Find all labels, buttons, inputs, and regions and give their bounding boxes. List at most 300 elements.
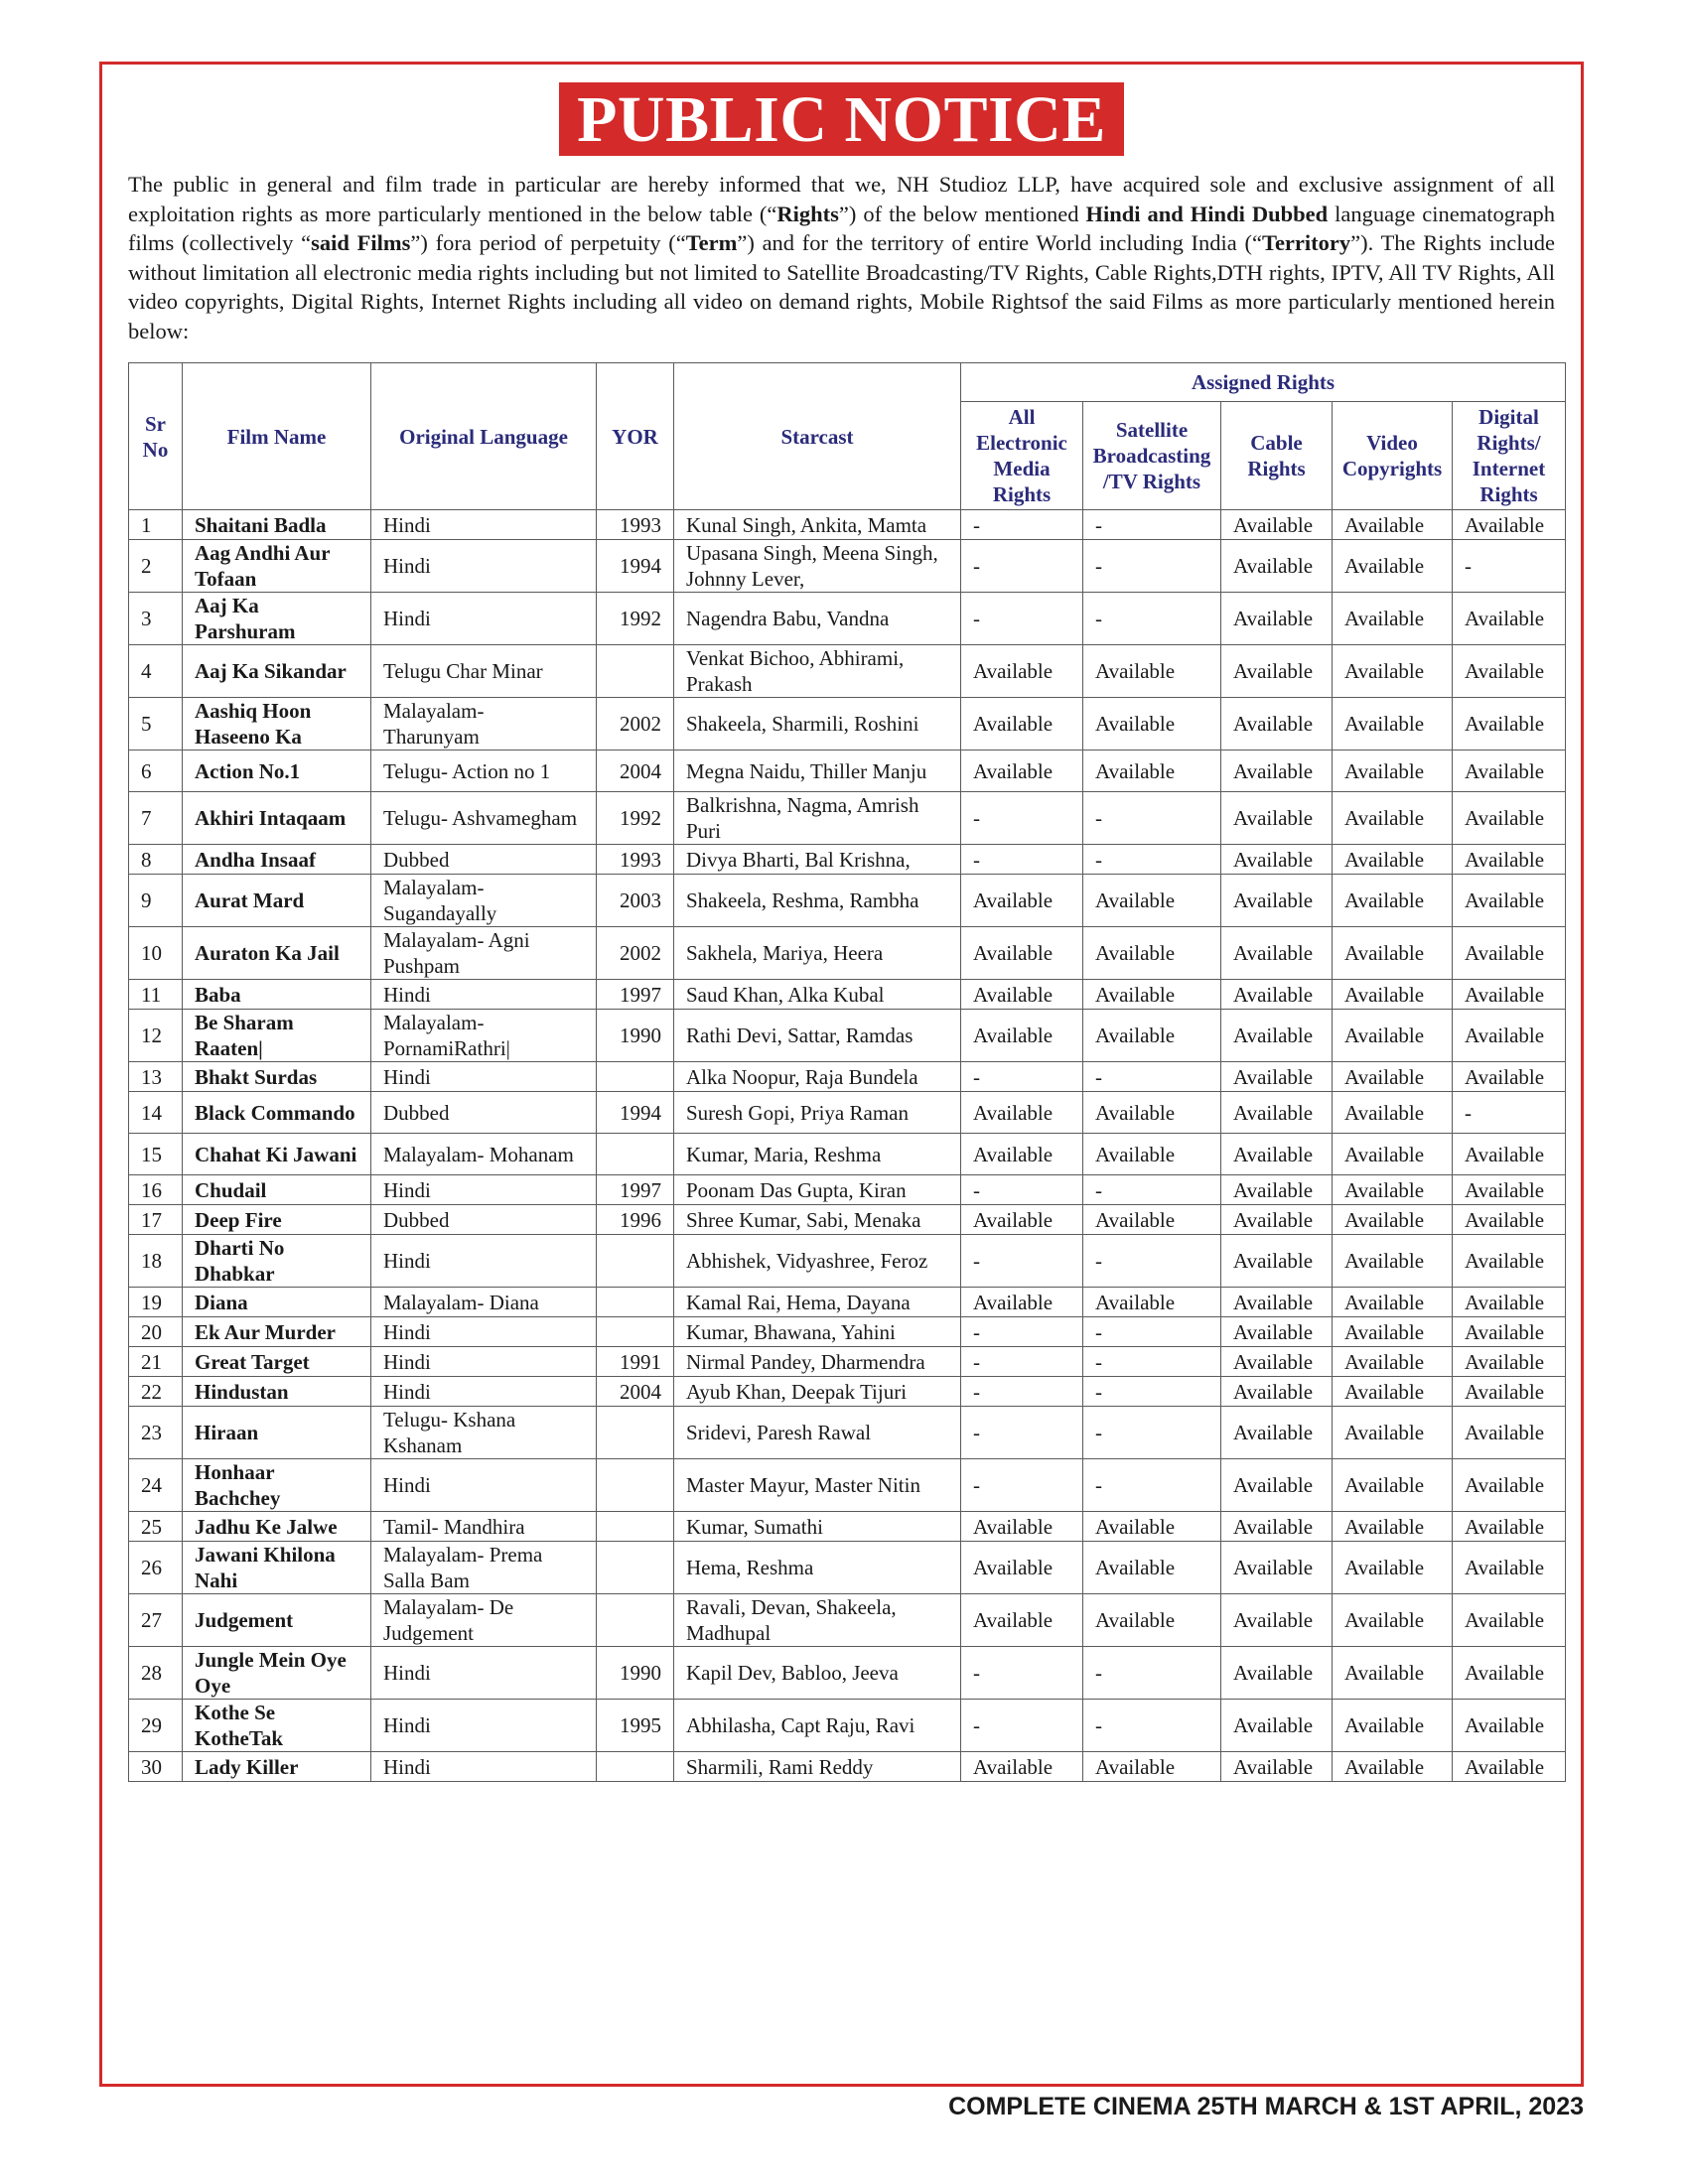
rights-cell: - xyxy=(1083,1347,1221,1377)
rights-cell: Available xyxy=(1221,510,1333,540)
film-name-cell: Auraton Ka Jail xyxy=(183,927,371,980)
yor-cell: 2002 xyxy=(597,698,674,751)
yor-cell xyxy=(597,1317,674,1347)
film-name-cell: Bhakt Surdas xyxy=(183,1062,371,1092)
starcast-cell: Kumar, Bhawana, Yahini xyxy=(674,1317,961,1347)
table-row xyxy=(129,792,1566,845)
starcast-cell: Nagendra Babu, Vandna xyxy=(674,593,961,645)
film-name-cell: Black Commando xyxy=(183,1092,371,1134)
header-original-language: Original Language xyxy=(371,363,597,510)
rights-cell: Available xyxy=(1333,1512,1453,1542)
rights-cell: Available xyxy=(1083,1752,1221,1782)
table-row xyxy=(129,980,1566,1010)
rights-cell: Available xyxy=(1333,1134,1453,1175)
rights-cell: Available xyxy=(1221,1205,1333,1235)
rights-cell: - xyxy=(961,1459,1083,1512)
language-cell: Hindi xyxy=(371,1752,597,1782)
language-cell: Hindi xyxy=(371,1235,597,1288)
starcast-cell: Ayub Khan, Deepak Tijuri xyxy=(674,1377,961,1407)
sr-cell: 7 xyxy=(129,792,183,845)
rights-cell: Available xyxy=(1333,980,1453,1010)
sr-cell: 24 xyxy=(129,1459,183,1512)
starcast-cell: Kapil Dev, Babloo, Jeeva xyxy=(674,1647,961,1700)
yor-cell xyxy=(597,1235,674,1288)
film-name-cell: Honhaar Bachchey xyxy=(183,1459,371,1512)
rights-cell: Available xyxy=(1083,645,1221,698)
table-row xyxy=(129,875,1566,927)
table-row xyxy=(129,510,1566,540)
rights-cell: Available xyxy=(1453,1205,1566,1235)
rights-cell: - xyxy=(1083,1235,1221,1288)
intro-text: The public in general and film trade in particular are hereby informed that we, NH Studioz LLP, have acquired sole and exclusive assignment of all exploitation rights as more particularly mentioned in the below table (“ xyxy=(128,172,1555,226)
sr-cell: 5 xyxy=(129,698,183,751)
intro-text: ”) and for the territory of entire World including India (“ xyxy=(737,230,1262,255)
language-cell: Hindi xyxy=(371,1700,597,1752)
header-all-electronic-media-rights: All Electronic Media Rights xyxy=(961,402,1083,510)
rights-cell: Available xyxy=(961,1205,1083,1235)
table-row xyxy=(129,1700,1566,1752)
rights-cell: Available xyxy=(1453,510,1566,540)
rights-cell: Available xyxy=(1333,1700,1453,1752)
rights-cell: Available xyxy=(1453,1134,1566,1175)
rights-cell: Available xyxy=(1333,1594,1453,1647)
starcast-cell: Alka Noopur, Raja Bundela xyxy=(674,1062,961,1092)
header-yor: YOR xyxy=(597,363,674,510)
rights-cell: - xyxy=(1083,1459,1221,1512)
sr-cell: 11 xyxy=(129,980,183,1010)
rights-cell: Available xyxy=(961,751,1083,792)
rights-cell: Available xyxy=(1453,927,1566,980)
rights-cell: Available xyxy=(1083,698,1221,751)
intro-text: ”). The Rights include without limitation all electronic media rights including but not limited to Satellite Broadcasting/TV Rights, Cable Rights,DTH rights, IPTV, All TV Rights, All video copyrights, Digital Rights, Internet Rights including all video on demand rights, Mobile Rightsof the said Films as more particularly mentioned herein below: xyxy=(128,230,1556,343)
rights-cell: Available xyxy=(1221,1512,1333,1542)
rights-cell: Available xyxy=(1221,698,1333,751)
rights-cell: - xyxy=(961,845,1083,875)
rights-cell: - xyxy=(961,1317,1083,1347)
sr-cell: 9 xyxy=(129,875,183,927)
sr-cell: 17 xyxy=(129,1205,183,1235)
rights-cell: Available xyxy=(1333,1092,1453,1134)
notice-title: PUBLIC NOTICE xyxy=(559,82,1124,156)
language-cell: Hindi xyxy=(371,1459,597,1512)
language-cell: Hindi xyxy=(371,1317,597,1347)
rights-cell: - xyxy=(961,1647,1083,1700)
language-cell: Hindi xyxy=(371,1347,597,1377)
language-cell: Malayalam- Diana xyxy=(371,1288,597,1317)
film-name-cell: Aurat Mard xyxy=(183,875,371,927)
rights-cell: Available xyxy=(1333,1752,1453,1782)
table-row xyxy=(129,1288,1566,1317)
header-sr-no: Sr No xyxy=(129,363,183,510)
rights-cell: Available xyxy=(1333,1542,1453,1594)
rights-cell: Available xyxy=(1083,1594,1221,1647)
table-row xyxy=(129,540,1566,593)
rights-cell: Available xyxy=(961,1092,1083,1134)
rights-cell: Available xyxy=(1453,1377,1566,1407)
rights-cell: Available xyxy=(1333,510,1453,540)
rights-cell: Available xyxy=(1221,751,1333,792)
rights-cell: Available xyxy=(961,1288,1083,1317)
header-assigned-rights: Assigned Rights xyxy=(961,363,1566,402)
rights-cell: Available xyxy=(1333,698,1453,751)
rights-cell: Available xyxy=(1083,1288,1221,1317)
rights-cell: Available xyxy=(1083,980,1221,1010)
rights-cell: Available xyxy=(961,645,1083,698)
intro-bold-term: Territory xyxy=(1262,230,1351,255)
sr-cell: 28 xyxy=(129,1647,183,1700)
rights-cell: - xyxy=(1083,1407,1221,1459)
rights-cell: Available xyxy=(1453,698,1566,751)
film-name-cell: Diana xyxy=(183,1288,371,1317)
rights-cell: - xyxy=(1083,1175,1221,1205)
sr-cell: 15 xyxy=(129,1134,183,1175)
intro-bold-term: Hindi and Hindi Dubbed xyxy=(1085,201,1329,226)
rights-cell: Available xyxy=(1221,1700,1333,1752)
starcast-cell: Saud Khan, Alka Kubal xyxy=(674,980,961,1010)
table-row xyxy=(129,1647,1566,1700)
rights-cell: Available xyxy=(1333,1235,1453,1288)
rights-cell: Available xyxy=(1333,792,1453,845)
rights-cell: Available xyxy=(1453,1235,1566,1288)
starcast-cell: Shakeela, Sharmili, Roshini xyxy=(674,698,961,751)
rights-cell: - xyxy=(1453,540,1566,593)
film-name-cell: Shaitani Badla xyxy=(183,510,371,540)
sr-cell: 25 xyxy=(129,1512,183,1542)
rights-cell: Available xyxy=(1221,645,1333,698)
rights-cell: Available xyxy=(1221,1594,1333,1647)
yor-cell: 1996 xyxy=(597,1205,674,1235)
rights-cell: Available xyxy=(1333,845,1453,875)
sr-cell: 21 xyxy=(129,1347,183,1377)
yor-cell: 1995 xyxy=(597,1700,674,1752)
table-row xyxy=(129,1062,1566,1092)
table-row xyxy=(129,1235,1566,1288)
rights-cell: Available xyxy=(961,1594,1083,1647)
sr-cell: 20 xyxy=(129,1317,183,1347)
language-cell: Malayalam- Prema Salla Bam xyxy=(371,1542,597,1594)
rights-cell: Available xyxy=(961,980,1083,1010)
table-row xyxy=(129,1134,1566,1175)
sr-cell: 3 xyxy=(129,593,183,645)
rights-cell: Available xyxy=(1453,1175,1566,1205)
rights-cell: Available xyxy=(1453,1317,1566,1347)
table-row xyxy=(129,751,1566,792)
rights-cell: Available xyxy=(1333,645,1453,698)
rights-cell: Available xyxy=(1333,927,1453,980)
rights-cell: Available xyxy=(1221,1542,1333,1594)
starcast-cell: Kunal Singh, Ankita, Mamta xyxy=(674,510,961,540)
table-row xyxy=(129,1010,1566,1062)
table-row xyxy=(129,1205,1566,1235)
starcast-cell: Poonam Das Gupta, Kiran xyxy=(674,1175,961,1205)
starcast-cell: Sharmili, Rami Reddy xyxy=(674,1752,961,1782)
intro-text: ”) fora period of perpetuity (“ xyxy=(410,230,686,255)
starcast-cell: Kamal Rai, Hema, Dayana xyxy=(674,1288,961,1317)
starcast-cell: Megna Naidu, Thiller Manju xyxy=(674,751,961,792)
yor-cell: 2002 xyxy=(597,927,674,980)
rights-cell: Available xyxy=(1083,875,1221,927)
yor-cell: 1990 xyxy=(597,1647,674,1700)
rights-cell: - xyxy=(1083,1317,1221,1347)
yor-cell: 2003 xyxy=(597,875,674,927)
rights-cell: - xyxy=(961,510,1083,540)
sr-cell: 8 xyxy=(129,845,183,875)
rights-cell: - xyxy=(1083,593,1221,645)
film-name-cell: Action No.1 xyxy=(183,751,371,792)
film-name-cell: Aag Andhi Aur Tofaan xyxy=(183,540,371,593)
rights-cell: - xyxy=(961,1377,1083,1407)
sr-cell: 1 xyxy=(129,510,183,540)
yor-cell: 2004 xyxy=(597,1377,674,1407)
notice-frame xyxy=(99,62,1584,2087)
sr-cell: 4 xyxy=(129,645,183,698)
starcast-cell: Kumar, Maria, Reshma xyxy=(674,1134,961,1175)
film-name-cell: Hindustan xyxy=(183,1377,371,1407)
rights-cell: Available xyxy=(961,1542,1083,1594)
rights-cell: Available xyxy=(1453,1542,1566,1594)
rights-cell: Available xyxy=(1453,1407,1566,1459)
header-satellite-tv-rights: Satellite Broadcasting /TV Rights xyxy=(1083,402,1221,510)
rights-cell: Available xyxy=(1083,1205,1221,1235)
rights-cell: Available xyxy=(1453,792,1566,845)
rights-cell: Available xyxy=(961,1010,1083,1062)
rights-cell: Available xyxy=(1083,927,1221,980)
starcast-cell: Shree Kumar, Sabi, Menaka xyxy=(674,1205,961,1235)
film-name-cell: Judgement xyxy=(183,1594,371,1647)
rights-cell: Available xyxy=(1221,1235,1333,1288)
rights-cell: - xyxy=(1453,1092,1566,1134)
yor-cell xyxy=(597,1594,674,1647)
sr-cell: 6 xyxy=(129,751,183,792)
rights-cell: Available xyxy=(1453,1347,1566,1377)
rights-cell: Available xyxy=(1083,1134,1221,1175)
rights-cell: Available xyxy=(1221,927,1333,980)
rights-cell: Available xyxy=(1333,1317,1453,1347)
film-name-cell: Deep Fire xyxy=(183,1205,371,1235)
film-name-cell: Aaj Ka Parshuram xyxy=(183,593,371,645)
language-cell: Hindi xyxy=(371,593,597,645)
rights-cell: Available xyxy=(1453,980,1566,1010)
yor-cell xyxy=(597,1407,674,1459)
rights-cell: Available xyxy=(1333,1288,1453,1317)
rights-cell: Available xyxy=(1453,1288,1566,1317)
yor-cell xyxy=(597,645,674,698)
yor-cell: 1997 xyxy=(597,980,674,1010)
rights-cell: Available xyxy=(1453,1752,1566,1782)
rights-cell: - xyxy=(961,1407,1083,1459)
language-cell: Malayalam- Tharunyam xyxy=(371,698,597,751)
rights-cell: Available xyxy=(1221,1062,1333,1092)
language-cell: Dubbed xyxy=(371,1092,597,1134)
language-cell: Hindi xyxy=(371,1647,597,1700)
language-cell: Tamil- Mandhira xyxy=(371,1512,597,1542)
rights-cell: Available xyxy=(1453,875,1566,927)
rights-cell: Available xyxy=(1221,593,1333,645)
rights-cell: Available xyxy=(1083,1092,1221,1134)
language-cell: Malayalam- Sugandayally xyxy=(371,875,597,927)
rights-cell: Available xyxy=(1453,1700,1566,1752)
yor-cell xyxy=(597,1134,674,1175)
rights-cell: Available xyxy=(1333,1647,1453,1700)
film-name-cell: Akhiri Intaqaam xyxy=(183,792,371,845)
sr-cell: 10 xyxy=(129,927,183,980)
sr-cell: 23 xyxy=(129,1407,183,1459)
yor-cell: 2004 xyxy=(597,751,674,792)
table-row xyxy=(129,645,1566,698)
rights-cell: - xyxy=(961,1347,1083,1377)
film-name-cell: Baba xyxy=(183,980,371,1010)
rights-cell: - xyxy=(961,540,1083,593)
sr-cell: 29 xyxy=(129,1700,183,1752)
rights-cell: - xyxy=(1083,1647,1221,1700)
sr-cell: 26 xyxy=(129,1542,183,1594)
starcast-cell: Kumar, Sumathi xyxy=(674,1512,961,1542)
rights-cell: Available xyxy=(1221,1092,1333,1134)
rights-cell: Available xyxy=(1333,1062,1453,1092)
rights-cell: Available xyxy=(1221,792,1333,845)
films-table xyxy=(128,362,1566,1782)
yor-cell xyxy=(597,1542,674,1594)
intro-text: ”) of the below mentioned xyxy=(838,201,1086,226)
rights-cell: - xyxy=(1083,1377,1221,1407)
header-starcast: Starcast xyxy=(674,363,961,510)
language-cell: Telugu- Ashvamegham xyxy=(371,792,597,845)
rights-cell: Available xyxy=(1453,593,1566,645)
language-cell: Telugu- Action no 1 xyxy=(371,751,597,792)
rights-cell: Available xyxy=(1453,845,1566,875)
header-film-name: Film Name xyxy=(183,363,371,510)
intro-bold-term: Rights xyxy=(776,201,839,226)
rights-cell: Available xyxy=(961,875,1083,927)
language-cell: Telugu- Kshana Kshanam xyxy=(371,1407,597,1459)
rights-cell: Available xyxy=(1083,1010,1221,1062)
starcast-cell: Nirmal Pandey, Dharmendra xyxy=(674,1347,961,1377)
rights-cell: Available xyxy=(1083,1512,1221,1542)
header-cable-rights: Cable Rights xyxy=(1221,402,1333,510)
language-cell: Hindi xyxy=(371,540,597,593)
rights-cell: Available xyxy=(1453,1459,1566,1512)
starcast-cell: Divya Bharti, Bal Krishna, xyxy=(674,845,961,875)
yor-cell: 1994 xyxy=(597,540,674,593)
table-row xyxy=(129,1512,1566,1542)
language-cell: Hindi xyxy=(371,1175,597,1205)
yor-cell xyxy=(597,1459,674,1512)
yor-cell: 1991 xyxy=(597,1347,674,1377)
rights-cell: Available xyxy=(1083,1542,1221,1594)
rights-cell: Available xyxy=(961,927,1083,980)
rights-cell: - xyxy=(1083,792,1221,845)
rights-cell: Available xyxy=(961,1512,1083,1542)
starcast-cell: Sridevi, Paresh Rawal xyxy=(674,1407,961,1459)
sr-cell: 22 xyxy=(129,1377,183,1407)
table-row xyxy=(129,1377,1566,1407)
table-row xyxy=(129,1459,1566,1512)
table-row xyxy=(129,1347,1566,1377)
sr-cell: 14 xyxy=(129,1092,183,1134)
table-row xyxy=(129,845,1566,875)
rights-cell: Available xyxy=(1453,1594,1566,1647)
starcast-cell: Hema, Reshma xyxy=(674,1542,961,1594)
rights-cell: Available xyxy=(1221,1317,1333,1347)
rights-cell: Available xyxy=(1333,540,1453,593)
rights-cell: Available xyxy=(1221,1347,1333,1377)
sr-cell: 27 xyxy=(129,1594,183,1647)
rights-cell: Available xyxy=(1221,1647,1333,1700)
rights-cell: - xyxy=(961,1235,1083,1288)
rights-cell: Available xyxy=(961,1752,1083,1782)
film-name-cell: Be Sharam Raaten| xyxy=(183,1010,371,1062)
film-name-cell: Aashiq Hoon Haseeno Ka xyxy=(183,698,371,751)
yor-cell: 1993 xyxy=(597,845,674,875)
table-row xyxy=(129,1752,1566,1782)
language-cell: Hindi xyxy=(371,980,597,1010)
rights-cell: Available xyxy=(1453,1512,1566,1542)
film-name-cell: Great Target xyxy=(183,1347,371,1377)
film-name-cell: Jungle Mein Oye Oye xyxy=(183,1647,371,1700)
language-cell: Dubbed xyxy=(371,845,597,875)
starcast-cell: Upasana Singh, Meena Singh, Johnny Lever, xyxy=(674,540,961,593)
table-row xyxy=(129,1594,1566,1647)
language-cell: Malayalam- Mohanam xyxy=(371,1134,597,1175)
intro-text: language cinematograph films (collectively “ xyxy=(128,201,1555,255)
rights-cell: Available xyxy=(1221,1407,1333,1459)
rights-cell: Available xyxy=(1221,1377,1333,1407)
starcast-cell: Abhilasha, Capt Raju, Ravi xyxy=(674,1700,961,1752)
sr-cell: 13 xyxy=(129,1062,183,1092)
sr-cell: 2 xyxy=(129,540,183,593)
language-cell: Malayalam- De Judgement xyxy=(371,1594,597,1647)
rights-cell: Available xyxy=(1453,1062,1566,1092)
table-row xyxy=(129,593,1566,645)
table-row xyxy=(129,1092,1566,1134)
film-name-cell: Hiraan xyxy=(183,1407,371,1459)
rights-cell: - xyxy=(1083,1062,1221,1092)
film-name-cell: Chudail xyxy=(183,1175,371,1205)
film-name-cell: Chahat Ki Jawani xyxy=(183,1134,371,1175)
intro-bold-term: Term xyxy=(685,230,738,255)
rights-cell: Available xyxy=(1333,1205,1453,1235)
starcast-cell: Abhishek, Vidyashree, Feroz xyxy=(674,1235,961,1288)
sr-cell: 30 xyxy=(129,1752,183,1782)
table-row xyxy=(129,1317,1566,1347)
rights-cell: Available xyxy=(1333,1407,1453,1459)
yor-cell xyxy=(597,1062,674,1092)
language-cell: Malayalam- Agni Pushpam xyxy=(371,927,597,980)
yor-cell: 1990 xyxy=(597,1010,674,1062)
rights-cell: Available xyxy=(1333,1175,1453,1205)
rights-cell: - xyxy=(1083,1700,1221,1752)
rights-cell: Available xyxy=(1333,593,1453,645)
header-digital-internet-rights: Digital Rights/ Internet Rights xyxy=(1453,402,1566,510)
language-cell: Malayalam- PornamiRathri| xyxy=(371,1010,597,1062)
language-cell: Hindi xyxy=(371,1062,597,1092)
publication-footer: COMPLETE CINEMA 25TH MARCH & 1ST APRIL, 2023 xyxy=(948,2093,1584,2120)
rights-cell: Available xyxy=(1221,1459,1333,1512)
rights-cell: Available xyxy=(1453,1010,1566,1062)
yor-cell xyxy=(597,1752,674,1782)
film-name-cell: Lady Killer xyxy=(183,1752,371,1782)
rights-cell: - xyxy=(1083,540,1221,593)
starcast-cell: Suresh Gopi, Priya Raman xyxy=(674,1092,961,1134)
rights-cell: Available xyxy=(1221,540,1333,593)
sr-cell: 16 xyxy=(129,1175,183,1205)
starcast-cell: Balkrishna, Nagma, Amrish Puri xyxy=(674,792,961,845)
rights-cell: - xyxy=(961,1175,1083,1205)
language-cell: Dubbed xyxy=(371,1205,597,1235)
sr-cell: 12 xyxy=(129,1010,183,1062)
rights-cell: Available xyxy=(961,1134,1083,1175)
rights-cell: Available xyxy=(1333,751,1453,792)
